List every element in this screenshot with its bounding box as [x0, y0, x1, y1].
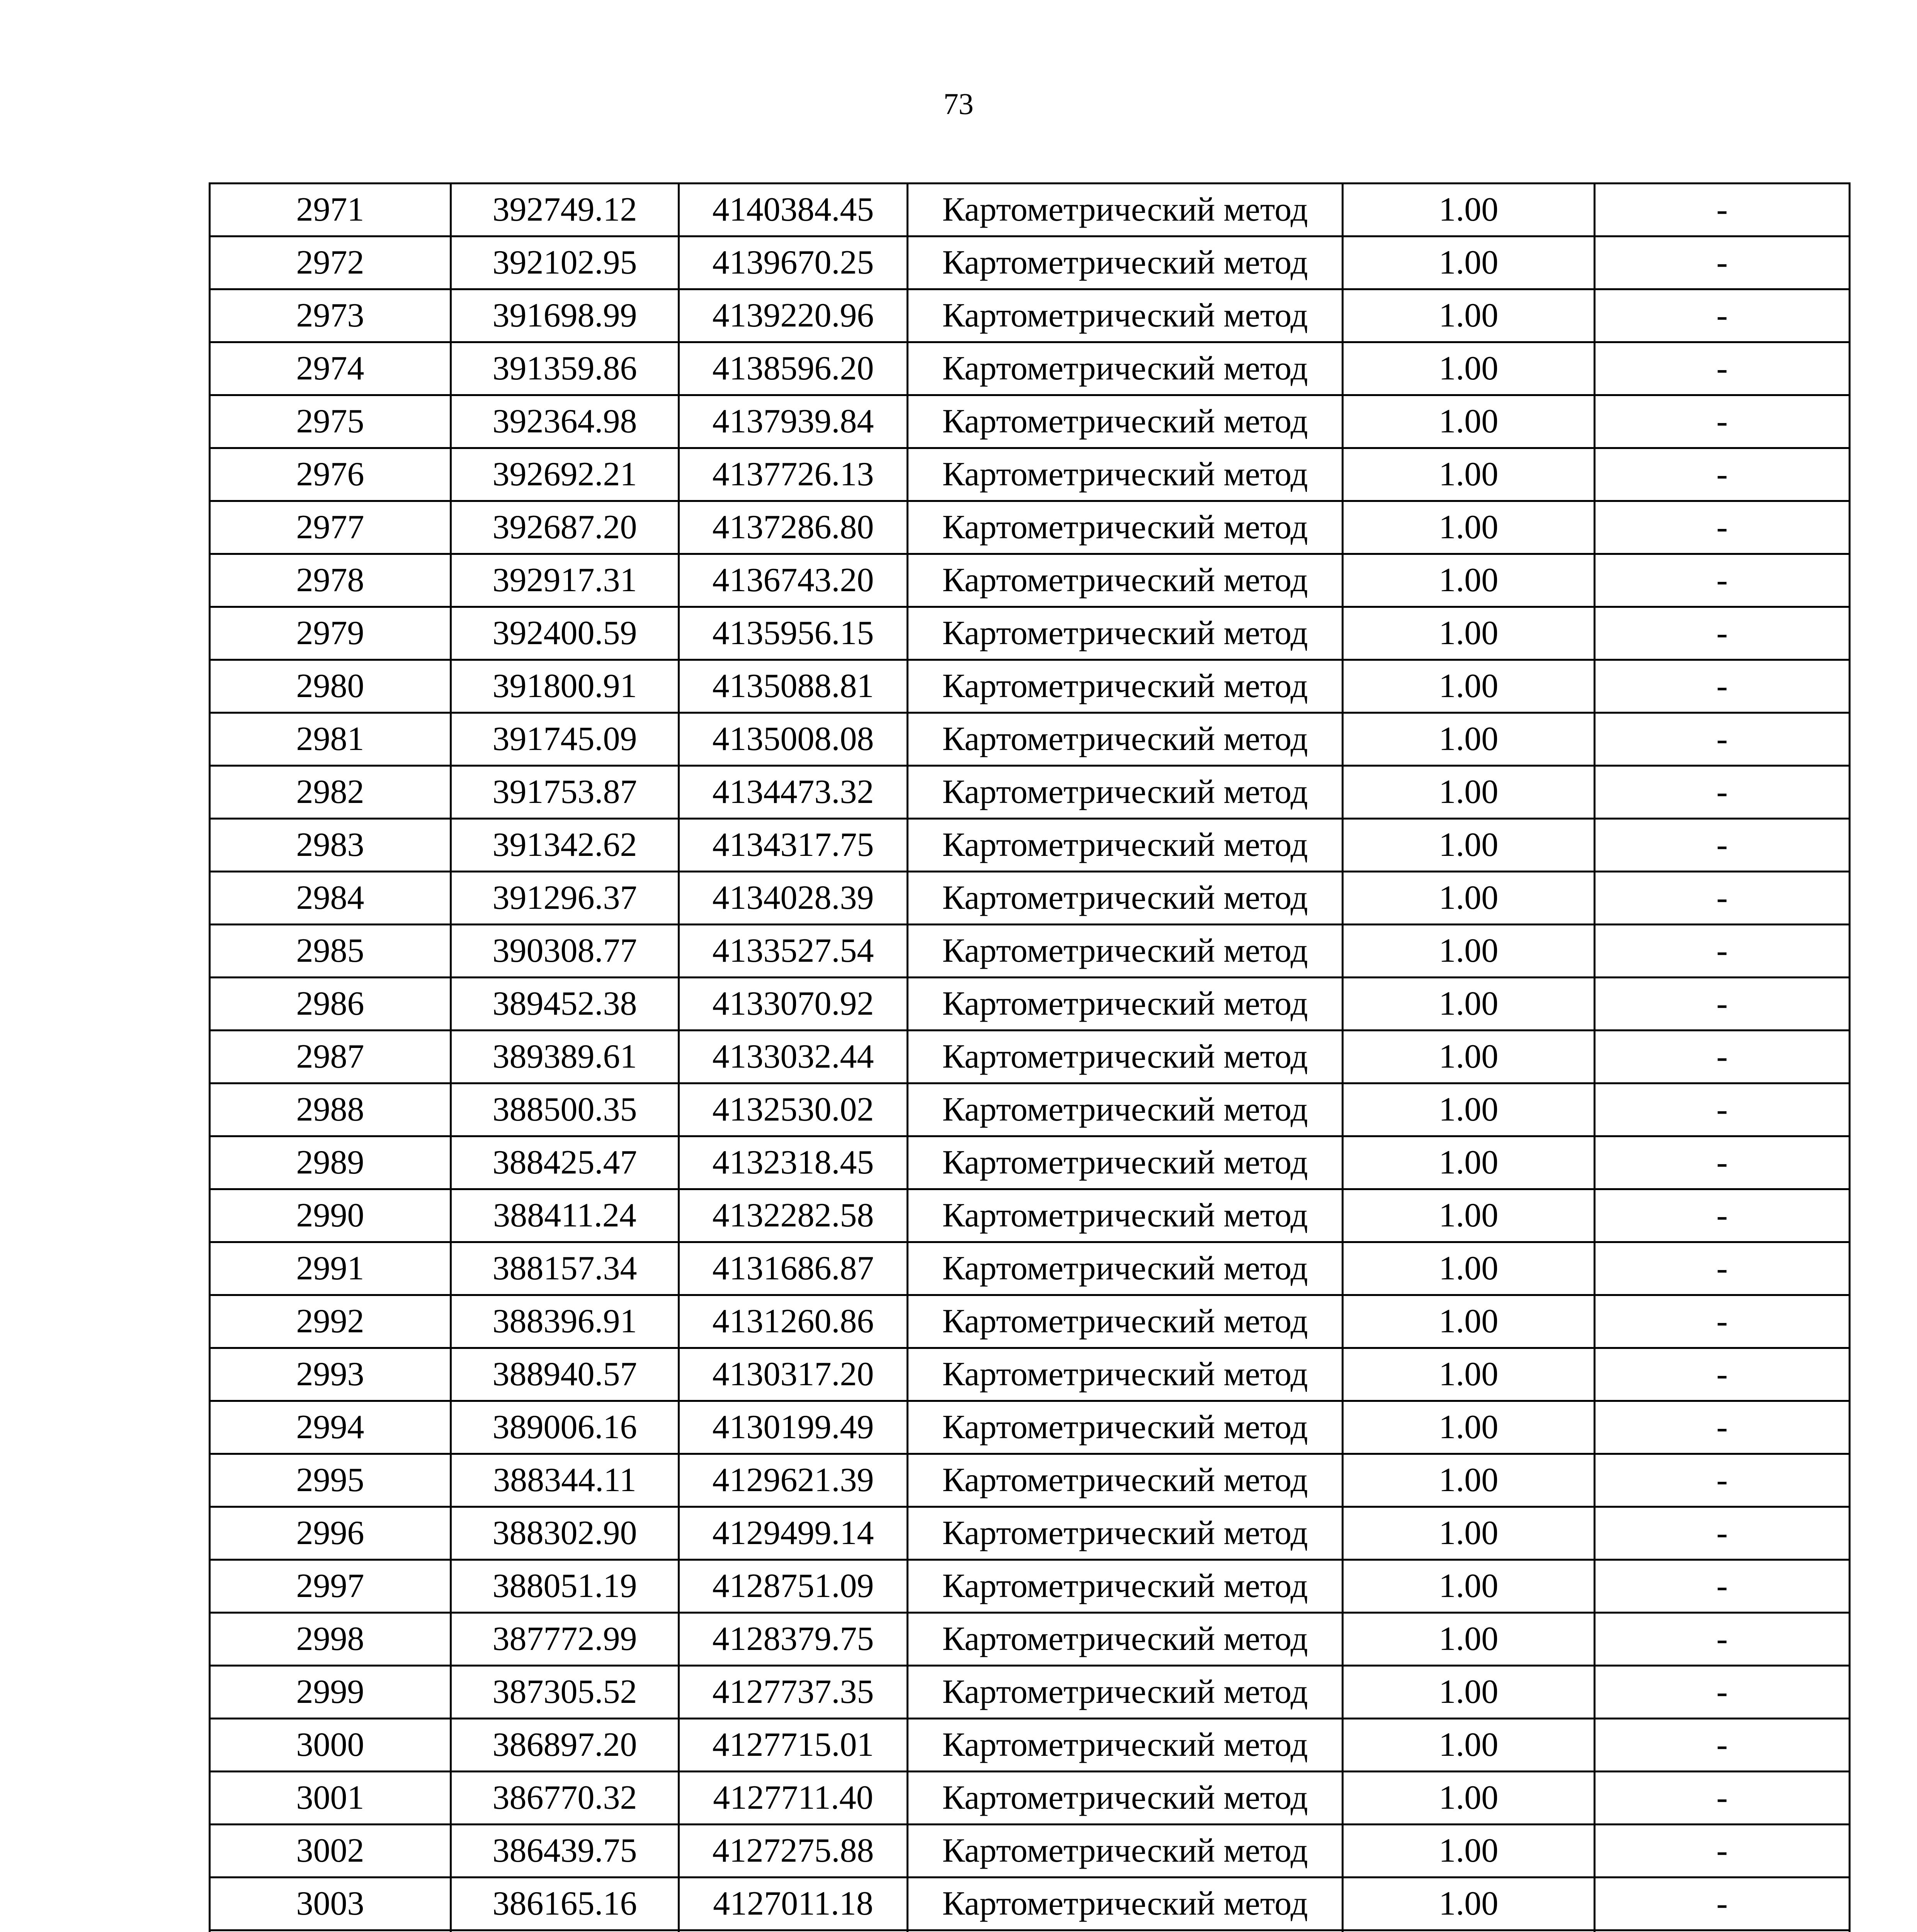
point-number-cell — [210, 1930, 451, 1932]
accuracy-cell: 1.00 — [1343, 184, 1595, 236]
accuracy-cell: 1.00 — [1343, 1083, 1595, 1136]
table-row — [210, 607, 1850, 660]
table-row — [210, 1613, 1850, 1666]
table-row — [210, 766, 1850, 819]
y-coordinate-cell: 4132282.58 — [679, 1189, 908, 1242]
x-coordinate-cell: 387305.52 — [451, 1666, 679, 1719]
description-cell: - — [1595, 1878, 1850, 1930]
x-coordinate-cell: 388940.57 — [451, 1348, 679, 1401]
description-cell — [1595, 1930, 1850, 1932]
y-coordinate-cell: 4137939.84 — [679, 395, 908, 448]
table-row — [210, 1719, 1850, 1772]
accuracy-cell: 1.00 — [1343, 342, 1595, 395]
description-cell: - — [1595, 342, 1850, 395]
point-number-cell: 2976 — [210, 448, 451, 501]
point-number-cell: 3000 — [210, 1719, 451, 1772]
x-coordinate-cell: 388157.34 — [451, 1242, 679, 1295]
accuracy-cell: 1.00 — [1343, 1348, 1595, 1401]
table-row — [210, 1242, 1850, 1295]
x-coordinate-cell: 391753.87 — [451, 766, 679, 819]
x-coordinate-cell: 388396.91 — [451, 1295, 679, 1348]
x-coordinate-cell: 388411.24 — [451, 1189, 679, 1242]
table-row — [210, 554, 1850, 607]
x-coordinate-cell: 391296.37 — [451, 872, 679, 925]
y-coordinate-cell: 4135956.15 — [679, 607, 908, 660]
y-coordinate-cell: 4139220.96 — [679, 289, 908, 342]
point-number-cell: 2998 — [210, 1613, 451, 1666]
table-row — [210, 1348, 1850, 1401]
table-row — [210, 236, 1850, 289]
accuracy-cell: 1.00 — [1343, 1242, 1595, 1295]
point-number-cell: 2992 — [210, 1295, 451, 1348]
description-cell: - — [1595, 395, 1850, 448]
point-number-cell: 2974 — [210, 342, 451, 395]
table-row — [210, 1507, 1850, 1560]
table-row — [210, 925, 1850, 978]
y-coordinate-cell: 4127275.88 — [679, 1825, 908, 1878]
x-coordinate-cell: 392364.98 — [451, 395, 679, 448]
method-cell: Картометрический метод — [908, 395, 1343, 448]
table-row — [210, 1136, 1850, 1189]
x-coordinate-cell: 386165.16 — [451, 1878, 679, 1930]
accuracy-cell: 1.00 — [1343, 1825, 1595, 1878]
point-number-cell: 2997 — [210, 1560, 451, 1613]
method-cell: Картометрический метод — [908, 289, 1343, 342]
table-row — [210, 1401, 1850, 1454]
method-cell: Картометрический метод — [908, 819, 1343, 872]
description-cell: - — [1595, 1348, 1850, 1401]
method-cell: Картометрический метод — [908, 1348, 1343, 1401]
point-number-cell: 2983 — [210, 819, 451, 872]
table-row — [210, 660, 1850, 713]
description-cell: - — [1595, 1295, 1850, 1348]
method-cell: Картометрический метод — [908, 872, 1343, 925]
x-coordinate-cell: 386770.32 — [451, 1772, 679, 1825]
x-coordinate-cell: 392692.21 — [451, 448, 679, 501]
point-number-cell: 2973 — [210, 289, 451, 342]
method-cell: Картометрический метод — [908, 1136, 1343, 1189]
x-coordinate-cell: 388425.47 — [451, 1136, 679, 1189]
accuracy-cell — [1343, 1930, 1595, 1932]
y-coordinate-cell: 4127711.40 — [679, 1772, 908, 1825]
coordinates-table-body — [210, 184, 1850, 1932]
accuracy-cell: 1.00 — [1343, 236, 1595, 289]
point-number-cell: 3002 — [210, 1825, 451, 1878]
method-cell: Картометрический метод — [908, 766, 1343, 819]
x-coordinate-cell: 388500.35 — [451, 1083, 679, 1136]
table-row — [210, 1083, 1850, 1136]
x-coordinate-cell: 387772.99 — [451, 1613, 679, 1666]
point-number-cell: 2975 — [210, 395, 451, 448]
point-number-cell: 2990 — [210, 1189, 451, 1242]
x-coordinate-cell: 391342.62 — [451, 819, 679, 872]
x-coordinate-cell: 392102.95 — [451, 236, 679, 289]
y-coordinate-cell: 4127715.01 — [679, 1719, 908, 1772]
accuracy-cell: 1.00 — [1343, 925, 1595, 978]
x-coordinate-cell: 388302.90 — [451, 1507, 679, 1560]
description-cell: - — [1595, 1719, 1850, 1772]
description-cell: - — [1595, 501, 1850, 554]
description-cell: - — [1595, 554, 1850, 607]
y-coordinate-cell: 4131686.87 — [679, 1242, 908, 1295]
x-coordinate-cell: 390308.77 — [451, 925, 679, 978]
method-cell: Картометрический метод — [908, 1878, 1343, 1930]
description-cell: - — [1595, 607, 1850, 660]
y-coordinate-cell: 4129621.39 — [679, 1454, 908, 1507]
accuracy-cell: 1.00 — [1343, 1772, 1595, 1825]
y-coordinate-cell: 4140384.45 — [679, 184, 908, 236]
x-coordinate-cell: 388344.11 — [451, 1454, 679, 1507]
description-cell: - — [1595, 925, 1850, 978]
accuracy-cell: 1.00 — [1343, 448, 1595, 501]
y-coordinate-cell: 4134028.39 — [679, 872, 908, 925]
description-cell: - — [1595, 1136, 1850, 1189]
y-coordinate-cell: 4131260.86 — [679, 1295, 908, 1348]
description-cell: - — [1595, 448, 1850, 501]
description-cell: - — [1595, 1083, 1850, 1136]
method-cell: Картометрический метод — [908, 501, 1343, 554]
method-cell: Картометрический метод — [908, 925, 1343, 978]
x-coordinate-cell: 386897.20 — [451, 1719, 679, 1772]
y-coordinate-cell: 4133527.54 — [679, 925, 908, 978]
y-coordinate-cell: 4136743.20 — [679, 554, 908, 607]
point-number-cell: 2999 — [210, 1666, 451, 1719]
point-number-cell: 3003 — [210, 1878, 451, 1930]
method-cell: Картометрический метод — [908, 554, 1343, 607]
table-row — [210, 713, 1850, 766]
method-cell: Картометрический метод — [908, 1189, 1343, 1242]
x-coordinate-cell: 392749.12 — [451, 184, 679, 236]
description-cell: - — [1595, 1613, 1850, 1666]
accuracy-cell: 1.00 — [1343, 554, 1595, 607]
x-coordinate-cell: 392917.31 — [451, 554, 679, 607]
table-row — [210, 1189, 1850, 1242]
accuracy-cell: 1.00 — [1343, 978, 1595, 1031]
y-coordinate-cell: 4132318.45 — [679, 1136, 908, 1189]
point-number-cell: 2995 — [210, 1454, 451, 1507]
y-coordinate-cell: 4134317.75 — [679, 819, 908, 872]
x-coordinate-cell: 389006.16 — [451, 1401, 679, 1454]
method-cell: Картометрический метод — [908, 1454, 1343, 1507]
description-cell: - — [1595, 184, 1850, 236]
x-coordinate-cell: 389389.61 — [451, 1031, 679, 1083]
table-row — [210, 342, 1850, 395]
y-coordinate-cell: 4128751.09 — [679, 1560, 908, 1613]
description-cell: - — [1595, 1507, 1850, 1560]
y-coordinate-cell: 4130199.49 — [679, 1401, 908, 1454]
method-cell: Картометрический метод — [908, 1613, 1343, 1666]
point-number-cell: 3001 — [210, 1772, 451, 1825]
table-row — [210, 1878, 1850, 1930]
description-cell: - — [1595, 1242, 1850, 1295]
point-number-cell: 2988 — [210, 1083, 451, 1136]
x-coordinate-cell: 389452.38 — [451, 978, 679, 1031]
method-cell: Картометрический метод — [908, 1242, 1343, 1295]
point-number-cell: 2991 — [210, 1242, 451, 1295]
accuracy-cell: 1.00 — [1343, 501, 1595, 554]
description-cell: - — [1595, 236, 1850, 289]
table-row — [210, 1295, 1850, 1348]
table-row — [210, 978, 1850, 1031]
point-number-cell: 2987 — [210, 1031, 451, 1083]
page-number: 73 — [943, 87, 974, 121]
description-cell: - — [1595, 1401, 1850, 1454]
y-coordinate-cell: 4127011.18 — [679, 1878, 908, 1930]
x-coordinate-cell: 391800.91 — [451, 660, 679, 713]
accuracy-cell: 1.00 — [1343, 1507, 1595, 1560]
coordinates-table — [209, 182, 1851, 1932]
x-coordinate-cell: 392400.59 — [451, 607, 679, 660]
method-cell: Картометрический метод — [908, 713, 1343, 766]
x-coordinate-cell: 386439.75 — [451, 1825, 679, 1878]
method-cell: Картометрический метод — [908, 1507, 1343, 1560]
method-cell: Картометрический метод — [908, 1825, 1343, 1878]
point-number-cell: 2980 — [210, 660, 451, 713]
point-number-cell: 2971 — [210, 184, 451, 236]
accuracy-cell: 1.00 — [1343, 660, 1595, 713]
point-number-cell: 2986 — [210, 978, 451, 1031]
table-row — [210, 395, 1850, 448]
y-coordinate-cell: 4139670.25 — [679, 236, 908, 289]
y-coordinate-cell: 4133070.92 — [679, 978, 908, 1031]
accuracy-cell: 1.00 — [1343, 289, 1595, 342]
point-number-cell: 2984 — [210, 872, 451, 925]
method-cell: Картометрический метод — [908, 1083, 1343, 1136]
point-number-cell: 2981 — [210, 713, 451, 766]
description-cell: - — [1595, 1825, 1850, 1878]
point-number-cell: 2982 — [210, 766, 451, 819]
accuracy-cell: 1.00 — [1343, 1031, 1595, 1083]
y-coordinate-cell: 4129499.14 — [679, 1507, 908, 1560]
method-cell: Картометрический метод — [908, 660, 1343, 713]
description-cell: - — [1595, 1031, 1850, 1083]
accuracy-cell: 1.00 — [1343, 766, 1595, 819]
accuracy-cell: 1.00 — [1343, 1401, 1595, 1454]
method-cell: Картометрический метод — [908, 1666, 1343, 1719]
table-row — [210, 1772, 1850, 1825]
accuracy-cell: 1.00 — [1343, 1454, 1595, 1507]
description-cell: - — [1595, 872, 1850, 925]
accuracy-cell: 1.00 — [1343, 819, 1595, 872]
y-coordinate-cell: 4128379.75 — [679, 1613, 908, 1666]
description-cell: - — [1595, 978, 1850, 1031]
method-cell — [908, 1930, 1343, 1932]
y-coordinate-cell: 4135008.08 — [679, 713, 908, 766]
accuracy-cell: 1.00 — [1343, 1560, 1595, 1613]
method-cell: Картометрический метод — [908, 1401, 1343, 1454]
description-cell: - — [1595, 1666, 1850, 1719]
table-row — [210, 1560, 1850, 1613]
method-cell: Картометрический метод — [908, 448, 1343, 501]
description-cell: - — [1595, 660, 1850, 713]
description-cell: - — [1595, 766, 1850, 819]
point-number-cell: 2978 — [210, 554, 451, 607]
accuracy-cell: 1.00 — [1343, 1189, 1595, 1242]
table-row — [210, 289, 1850, 342]
description-cell: - — [1595, 819, 1850, 872]
table-row — [210, 1930, 1850, 1932]
x-coordinate-cell: 392687.20 — [451, 501, 679, 554]
description-cell: - — [1595, 713, 1850, 766]
table-row — [210, 1454, 1850, 1507]
accuracy-cell: 1.00 — [1343, 607, 1595, 660]
table-row — [210, 184, 1850, 236]
description-cell: - — [1595, 289, 1850, 342]
accuracy-cell: 1.00 — [1343, 1878, 1595, 1930]
method-cell: Картометрический метод — [908, 1772, 1343, 1825]
point-number-cell: 2996 — [210, 1507, 451, 1560]
x-coordinate-cell: 391359.86 — [451, 342, 679, 395]
method-cell: Картометрический метод — [908, 236, 1343, 289]
point-number-cell: 2994 — [210, 1401, 451, 1454]
table-row — [210, 448, 1850, 501]
y-coordinate-cell: 4134473.32 — [679, 766, 908, 819]
method-cell: Картометрический метод — [908, 1031, 1343, 1083]
point-number-cell: 2972 — [210, 236, 451, 289]
point-number-cell: 2989 — [210, 1136, 451, 1189]
y-coordinate-cell: 4137286.80 — [679, 501, 908, 554]
table-row — [210, 1825, 1850, 1878]
point-number-cell: 2985 — [210, 925, 451, 978]
method-cell: Картометрический метод — [908, 184, 1343, 236]
method-cell: Картометрический метод — [908, 1719, 1343, 1772]
method-cell: Картометрический метод — [908, 1295, 1343, 1348]
y-coordinate-cell: 4137726.13 — [679, 448, 908, 501]
accuracy-cell: 1.00 — [1343, 1613, 1595, 1666]
x-coordinate-cell — [451, 1930, 679, 1932]
table-row — [210, 872, 1850, 925]
x-coordinate-cell: 391745.09 — [451, 713, 679, 766]
y-coordinate-cell: 4132530.02 — [679, 1083, 908, 1136]
table-row — [210, 1031, 1850, 1083]
table-row — [210, 501, 1850, 554]
accuracy-cell: 1.00 — [1343, 1295, 1595, 1348]
description-cell: - — [1595, 1189, 1850, 1242]
y-coordinate-cell: 4127737.35 — [679, 1666, 908, 1719]
y-coordinate-cell: 4138596.20 — [679, 342, 908, 395]
method-cell: Картометрический метод — [908, 1560, 1343, 1613]
accuracy-cell: 1.00 — [1343, 1719, 1595, 1772]
accuracy-cell: 1.00 — [1343, 395, 1595, 448]
method-cell: Картометрический метод — [908, 607, 1343, 660]
description-cell: - — [1595, 1454, 1850, 1507]
accuracy-cell: 1.00 — [1343, 713, 1595, 766]
description-cell: - — [1595, 1560, 1850, 1613]
y-coordinate-cell: 4130317.20 — [679, 1348, 908, 1401]
table-row — [210, 819, 1850, 872]
accuracy-cell: 1.00 — [1343, 1666, 1595, 1719]
accuracy-cell: 1.00 — [1343, 872, 1595, 925]
accuracy-cell: 1.00 — [1343, 1136, 1595, 1189]
y-coordinate-cell: 4135088.81 — [679, 660, 908, 713]
method-cell: Картометрический метод — [908, 342, 1343, 395]
method-cell: Картометрический метод — [908, 978, 1343, 1031]
point-number-cell: 2977 — [210, 501, 451, 554]
y-coordinate-cell: 4133032.44 — [679, 1031, 908, 1083]
table-row — [210, 1666, 1850, 1719]
y-coordinate-cell — [679, 1930, 908, 1932]
point-number-cell: 2993 — [210, 1348, 451, 1401]
point-number-cell: 2979 — [210, 607, 451, 660]
x-coordinate-cell: 388051.19 — [451, 1560, 679, 1613]
description-cell: - — [1595, 1772, 1850, 1825]
x-coordinate-cell: 391698.99 — [451, 289, 679, 342]
